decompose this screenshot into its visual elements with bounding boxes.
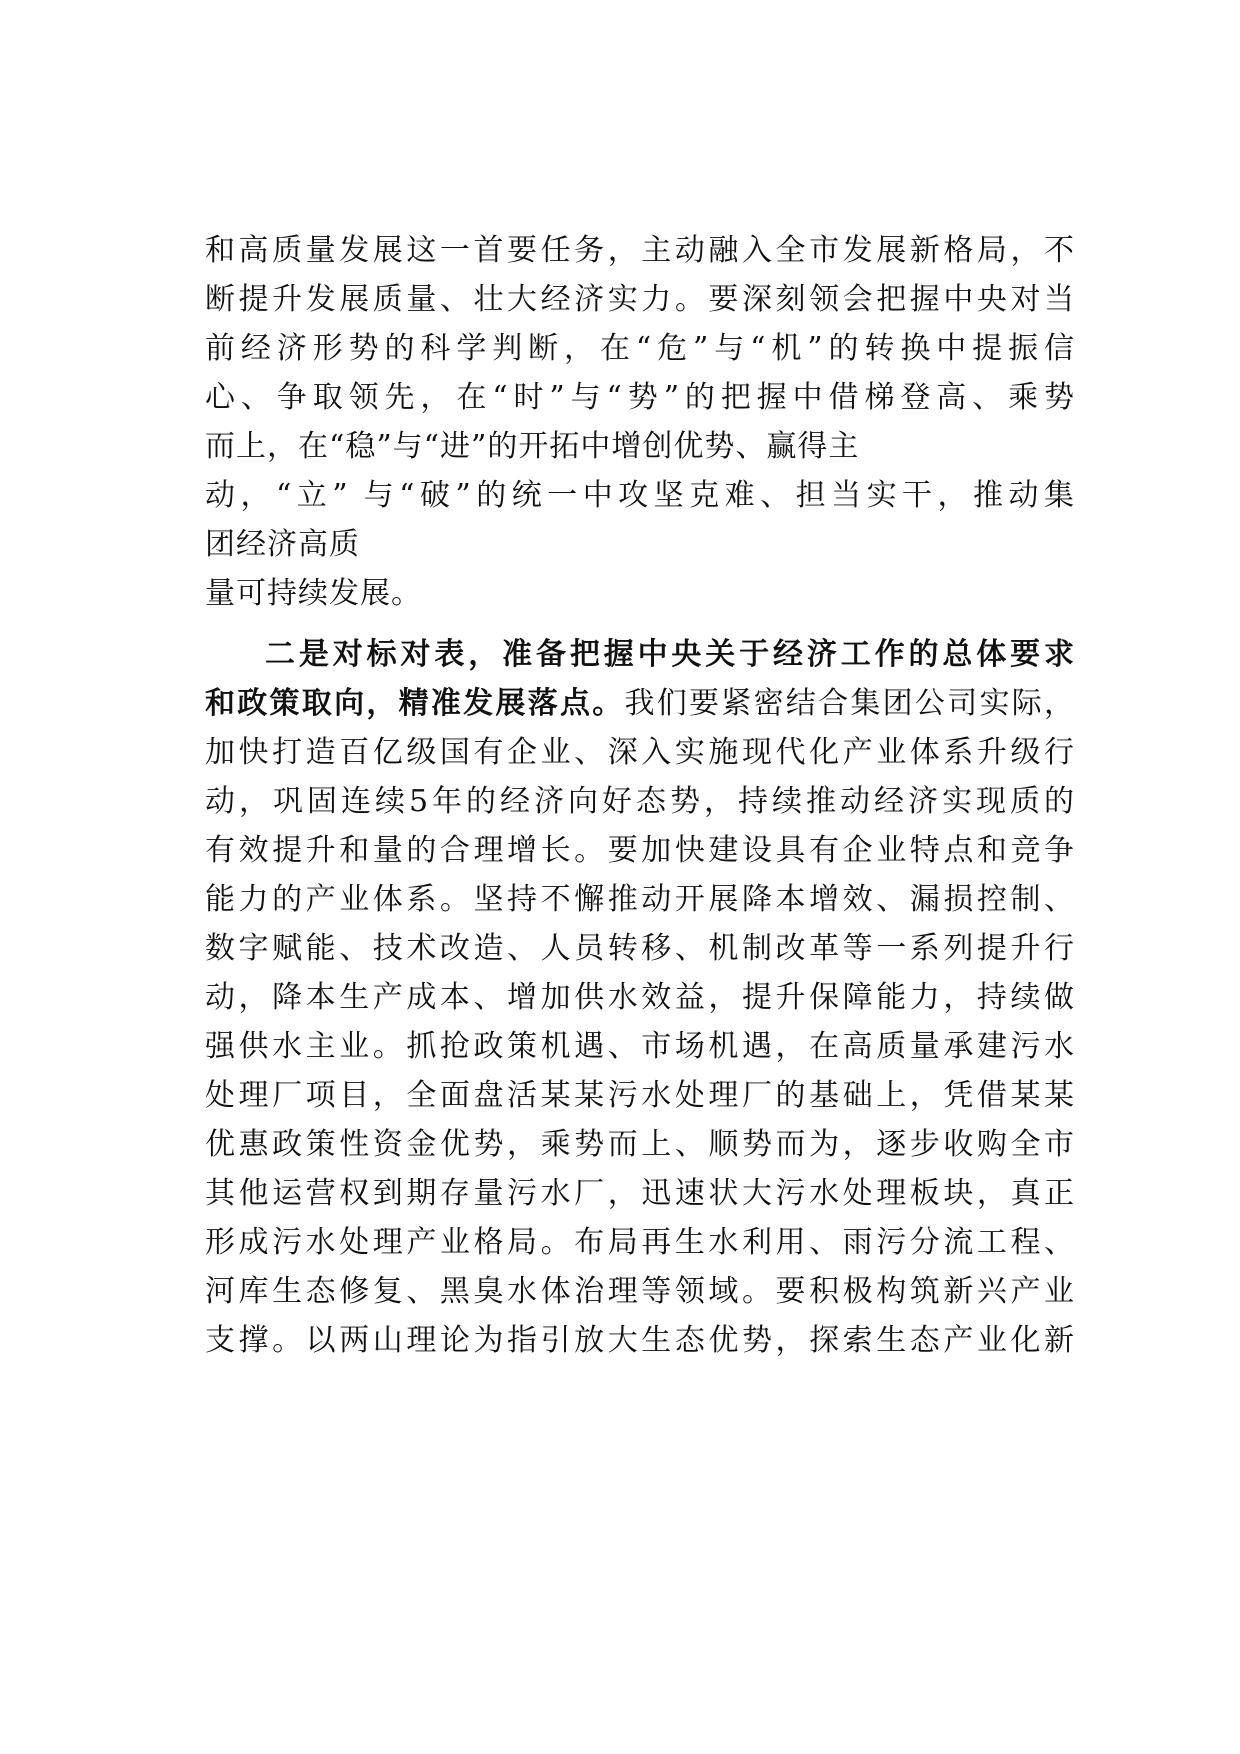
- text-line: 优惠政策性资金优势，乘势而上、顺势而为，逐步收购全市: [205, 1127, 1075, 1162]
- text-line: 团经济高质: [205, 527, 360, 562]
- text-line: 形成污水处理产业格局。布局再生水利用、雨污分流工程、: [205, 1225, 1075, 1260]
- text-line: 动，“立” 与“破”的统一中攻坚克难、担当实干，推动集: [205, 478, 1075, 513]
- paragraph-1: [205, 226, 1075, 618]
- text-line: 前经济形势的科学判断，在“危”与“机”的转换中提振信: [205, 331, 1075, 366]
- text-line: 能力的产业体系。坚持不懈推动开展降本增效、漏损控制、: [205, 882, 1075, 917]
- text-line: 动，巩固连续5年的经济向好态势，持续推动经济实现质的: [205, 784, 1075, 819]
- text-line: 动，降本生产成本、增加供水效益，提升保障能力，持续做: [205, 980, 1075, 1015]
- text-line: 其他运营权到期存量污水厂，迅速状大污水处理板块，真正: [205, 1176, 1075, 1211]
- text-line-heading: 二是对标对表，准备把握中央关于经济工作的总体要求: [265, 637, 1075, 672]
- heading-text: 和政策取向，精准发展落点。: [205, 686, 625, 721]
- text-line: 而上，在“稳”与“进”的开拓中增创优势、赢得主: [205, 429, 860, 464]
- text-line: 处理厂项目，全面盘活某某污水处理厂的基础上，凭借某某: [205, 1078, 1075, 1113]
- text-line: 加快打造百亿级国有企业、深入实施现代化产业体系升级行: [205, 735, 1075, 770]
- text-line: 有效提升和量的合理增长。要加快建设具有企业特点和竞争: [205, 833, 1075, 868]
- text-line: 量可持续发展。: [205, 576, 422, 611]
- text-line: 强供水主业。抓抢政策机遇、市场机遇，在高质量承建污水: [205, 1029, 1075, 1064]
- text-line: 支撑。以两山理论为指引放大生态优势，探索生态产业化新: [205, 1323, 1075, 1358]
- text-line: 断提升发展质量、壮大经济实力。要深刻领会把握中央对当: [205, 282, 1075, 317]
- text-line: 和高质量发展这一首要任务，主动融入全市发展新格局，不: [205, 233, 1075, 268]
- text-line: 河库生态修复、黑臭水体治理等领域。要积极构筑新兴产业: [205, 1274, 1075, 1309]
- text-line: 数字赋能、技术改造、人员转移、机制改革等一系列提升行: [205, 931, 1075, 966]
- body-text: [205, 226, 1075, 1365]
- body-text-run: 我们要紧密结合集团公司实际，: [624, 686, 1075, 721]
- text-line: [205, 679, 1075, 728]
- text-line: 心、争取领先，在“时”与“势”的把握中借梯登高、乘势: [205, 380, 1075, 415]
- paragraph-2: [205, 630, 1075, 1365]
